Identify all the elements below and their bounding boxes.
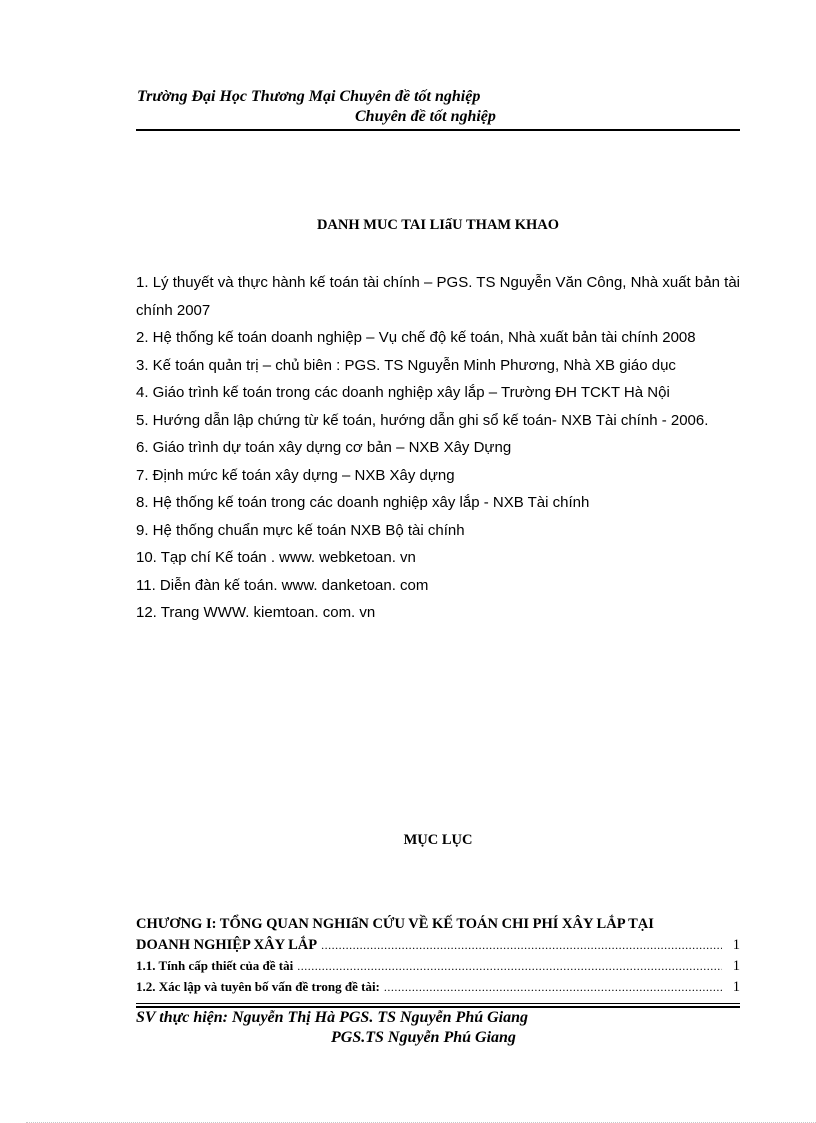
footer-divider-thin: [136, 1003, 740, 1004]
toc-page-number: 1: [732, 958, 740, 974]
reference-item: 4. Giáo trình kế toán trong các doanh nghiệp xây lắp – Trường ĐH TCKT Hà Nội: [136, 384, 670, 401]
references-title: DANH MUC TAI LIấU THAM KHAO: [316, 217, 560, 233]
toc-entry-label: DOANH NGHIỆP XÂY LẮP: [136, 937, 318, 953]
toc-page-number: 1: [732, 979, 740, 995]
toc-leader-dots: [321, 938, 722, 953]
reference-item: 7. Định mức kế toán xây dựng – NXB Xây dựng: [136, 466, 455, 484]
toc-title: MỤC LỤC: [403, 832, 473, 848]
reference-item: 6. Giáo trình dự toán xây dựng cơ bản – NXB Xây Dựng: [136, 439, 512, 456]
toc-entry: [136, 979, 740, 999]
toc-entry-label: 1.2. Xác lập và tuyên bố vấn đề trong đề tài:: [136, 979, 380, 994]
footer-divider-thick: [136, 1006, 740, 1008]
toc-page-number: 1: [732, 937, 740, 953]
toc-entry-label: 1.1. Tính cấp thiết của đề tài: [136, 958, 294, 973]
reference-item: 1. Lý thuyết và thực hành kế toán tài chính – PGS. TS Nguyễn Văn Công, Nhà xuất bản tài chính 2007: [136, 274, 740, 319]
reference-item: 11. Diễn đàn kế toán. www. danketoan. com: [136, 576, 429, 594]
reference-item: 5. Hướng dẫn lập chứng từ kế toán, hướng dẫn ghi sổ kế toán- NXB Tài chính - 2006.: [136, 411, 709, 429]
reference-item: 3. Kế toán quản trị – chủ biên : PGS. TS Nguyễn Minh Phương, Nhà XB giáo dục: [136, 356, 676, 374]
toc-entry: [136, 937, 740, 957]
footer-student-line: SV thực hiện: Nguyễn Thị Hà PGS. TS Nguyễn Phú Giang: [136, 1009, 529, 1026]
reference-item: 9. Hệ thống chuẩn mực kế toán NXB Bộ tài chính: [136, 521, 465, 539]
header-divider: [136, 129, 740, 131]
references-list: [136, 269, 740, 627]
header-school-title: Trường Đại Học Thương Mại Chuyên đề tốt nghiệp: [137, 88, 481, 105]
toc-leader-dots: [384, 980, 722, 995]
reference-item: 8. Hệ thống kế toán trong các doanh nghiệp xây lắp - NXB Tài chính: [136, 494, 590, 511]
footer-supervisor-line: PGS.TS Nguyễn Phú Giang: [331, 1029, 516, 1046]
reference-item: 10. Tạp chí Kế toán . www. webketoan. vn: [136, 549, 416, 566]
header-document-type: Chuyên đề tốt nghiệp: [355, 108, 496, 125]
toc-chapter-heading: CHƯƠNG I: TỔNG QUAN NGHIấN CỨU VỀ KẾ TOÁN CHI PHÍ XÂY LẮP TẠI: [136, 916, 654, 932]
reference-item: 2. Hệ thống kế toán doanh nghiệp – Vụ chế độ kế toán, Nhà xuất bản tài chính 2008: [136, 329, 696, 346]
reference-item: 12. Trang WWW. kiemtoan. com. vn: [136, 604, 376, 621]
toc-entry: [136, 958, 740, 978]
toc-leader-dots: [297, 959, 722, 974]
